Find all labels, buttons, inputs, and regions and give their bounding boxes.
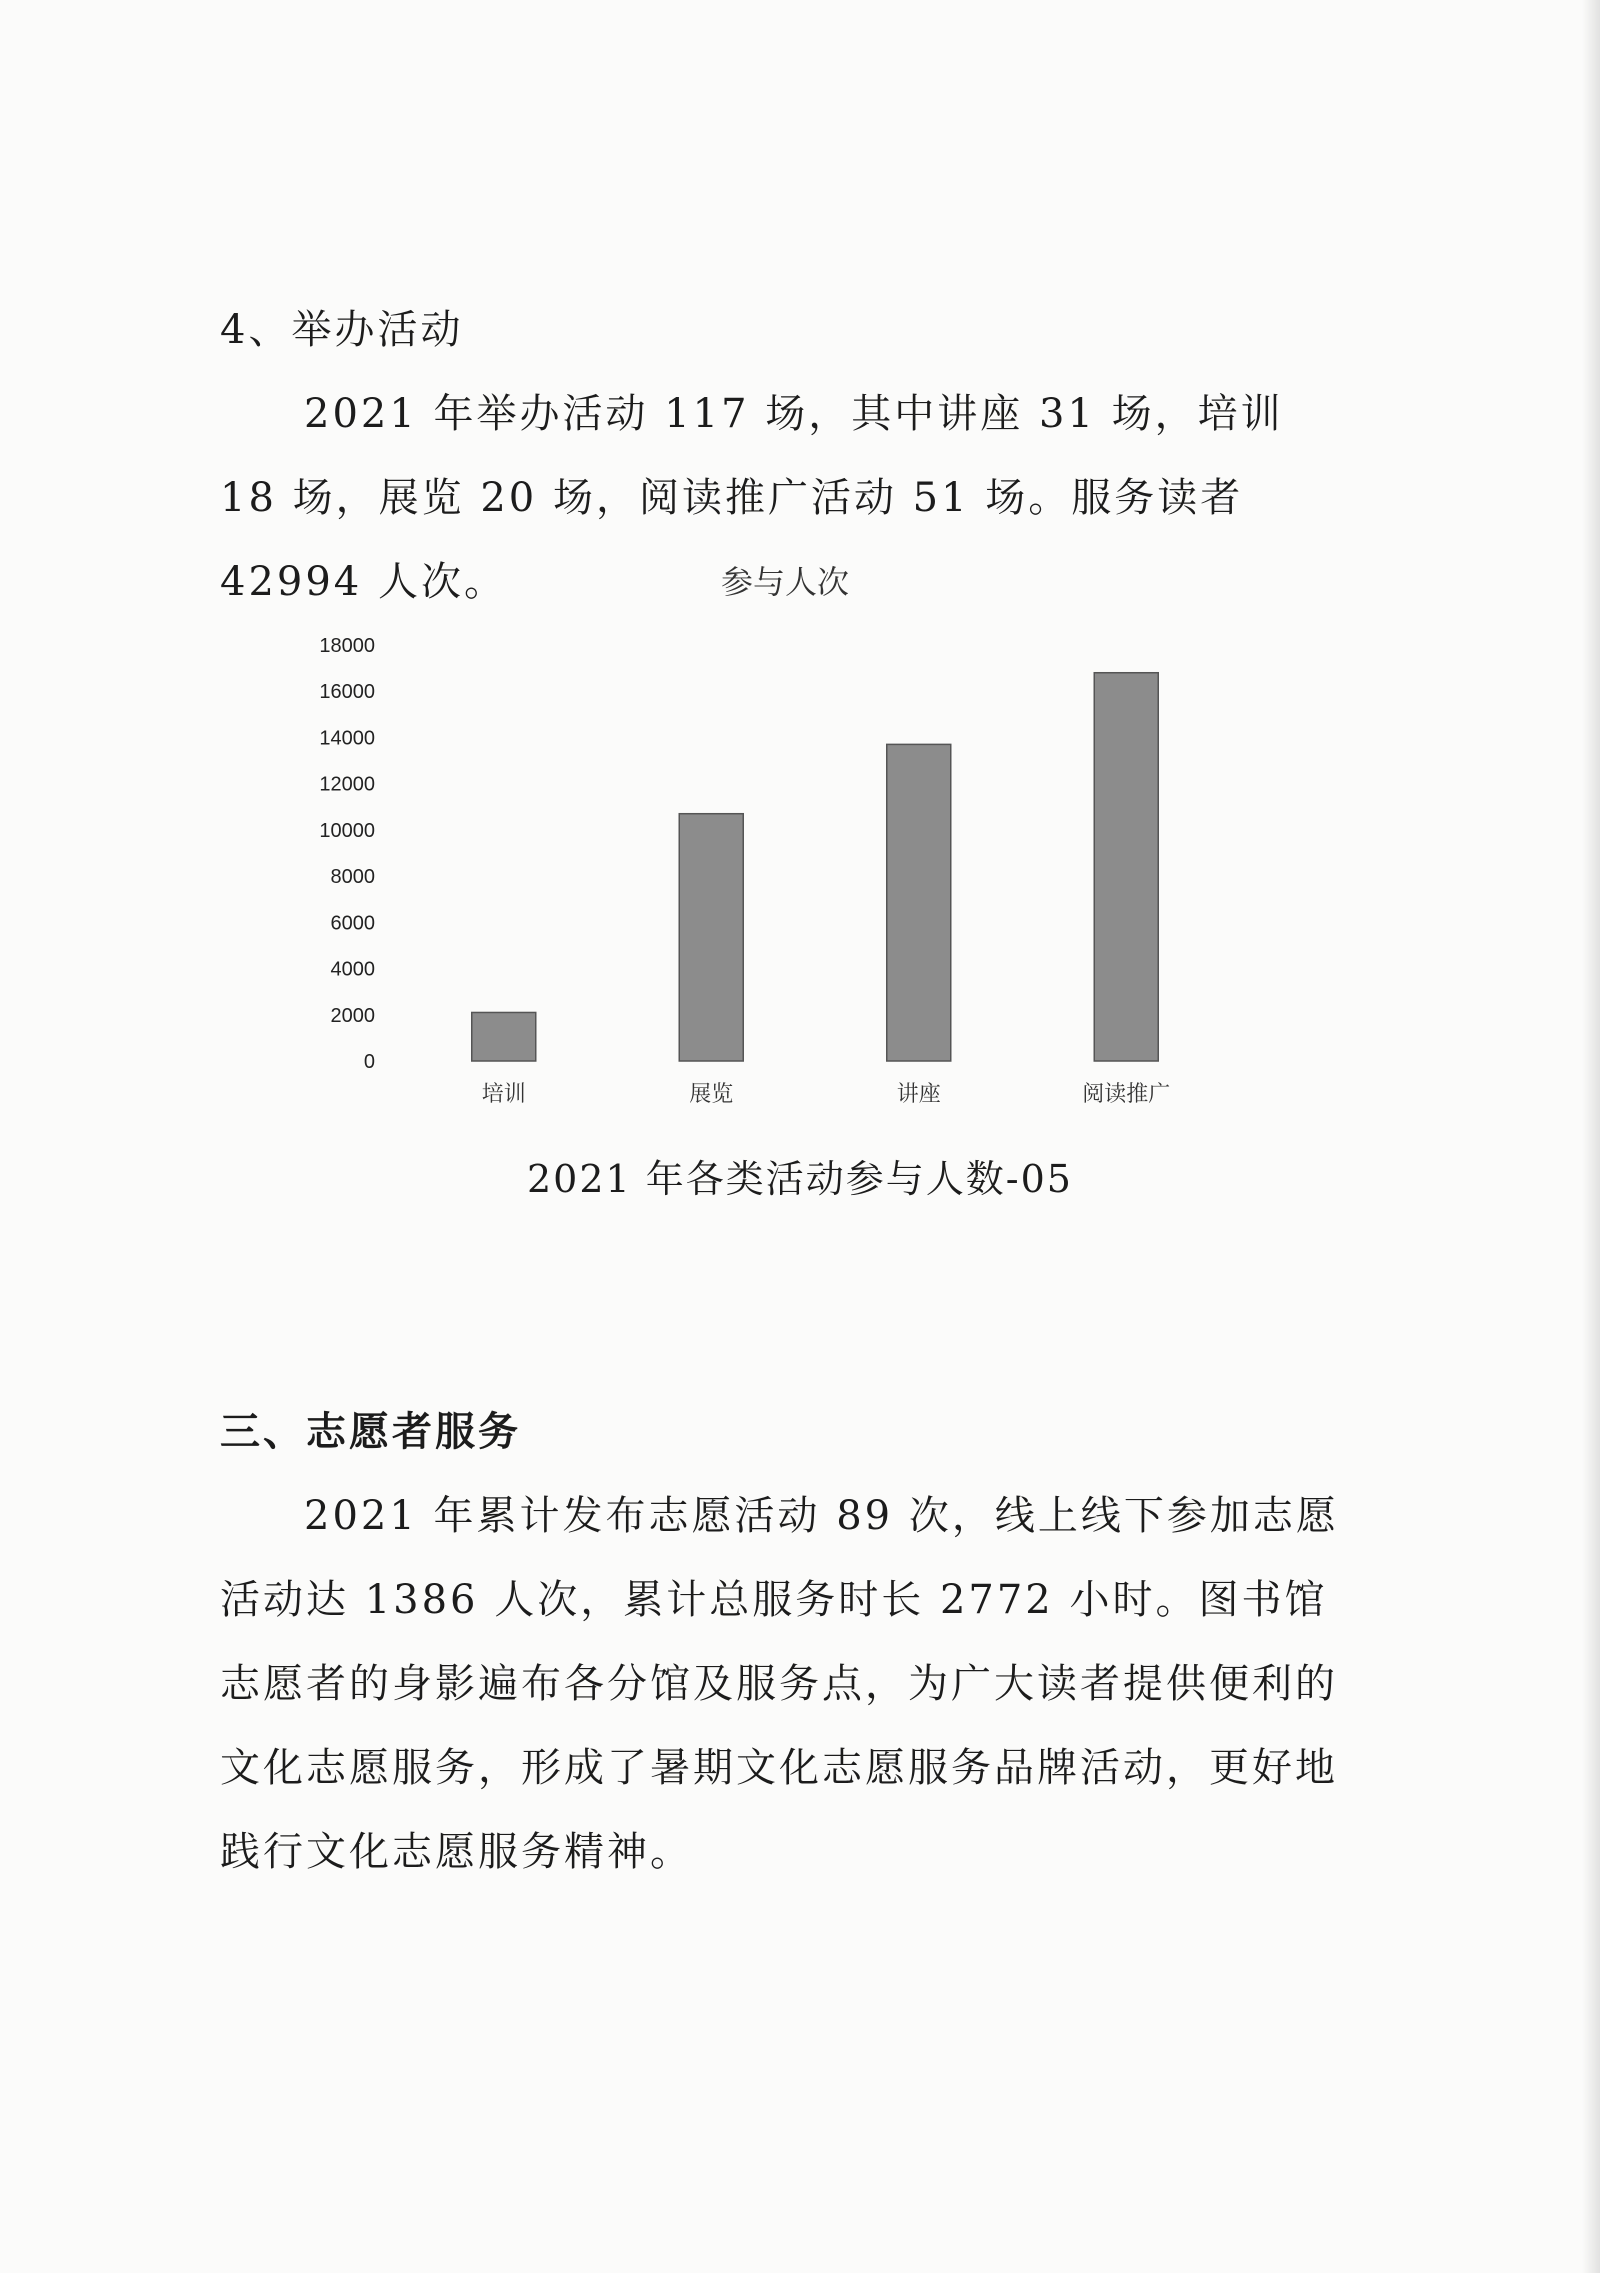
x-category-label: 培训 bbox=[481, 1082, 526, 1107]
x-category-label: 阅读推广 bbox=[1082, 1082, 1171, 1107]
y-axis-ticks bbox=[319, 635, 375, 1073]
bar bbox=[472, 1012, 536, 1061]
section-3-paragraph bbox=[220, 1474, 1350, 1894]
y-tick-label: 6000 bbox=[330, 912, 375, 935]
bar bbox=[887, 744, 951, 1061]
y-tick-label: 18000 bbox=[319, 635, 375, 657]
chart-title: 参与人次 bbox=[720, 563, 850, 601]
chart-svg bbox=[290, 548, 1250, 1128]
y-tick-label: 8000 bbox=[330, 866, 375, 889]
y-tick-label: 14000 bbox=[319, 727, 375, 750]
y-tick-label: 2000 bbox=[330, 1004, 375, 1027]
section-4-paragraph-text: 2021 年举办活动 117 场，其中讲座 31 场，培训 18 场，展览 20 场，阅读推广活动 51 场。服务读者 42994 人次。 bbox=[220, 391, 1284, 605]
section-3-heading: 三、志愿者服务 bbox=[220, 1408, 521, 1455]
y-tick-label: 4000 bbox=[330, 958, 375, 981]
y-tick-label: 12000 bbox=[319, 773, 375, 796]
bar bbox=[679, 814, 743, 1061]
scan-edge-shadow bbox=[1582, 0, 1600, 2273]
y-tick-label: 0 bbox=[363, 1051, 375, 1073]
x-category-label: 讲座 bbox=[896, 1082, 941, 1107]
y-tick-label: 10000 bbox=[319, 819, 375, 842]
x-category-label: 展览 bbox=[689, 1082, 734, 1107]
section-3-paragraph-text: 2021 年累计发布志愿活动 89 次，线上线下参加志愿活动达 1386 人次，累计总服务时长 2772 小时。图书馆志愿者的身影遍布各分馆及服务点，为广大读者提供便利的文化志愿服务，形成了暑期文化志愿服务品牌活动，更好地践行文化志愿服务精神。 bbox=[220, 1493, 1339, 1875]
x-axis-categories bbox=[482, 1082, 1171, 1107]
bar bbox=[1094, 673, 1158, 1061]
section-4-heading: 4、举办活动 bbox=[220, 307, 464, 353]
chart-caption: 2021 年各类活动参与人数-05 bbox=[527, 1157, 1073, 1201]
participation-bar-chart bbox=[290, 548, 1250, 1128]
y-tick-label: 16000 bbox=[319, 681, 375, 704]
bars bbox=[472, 673, 1159, 1061]
